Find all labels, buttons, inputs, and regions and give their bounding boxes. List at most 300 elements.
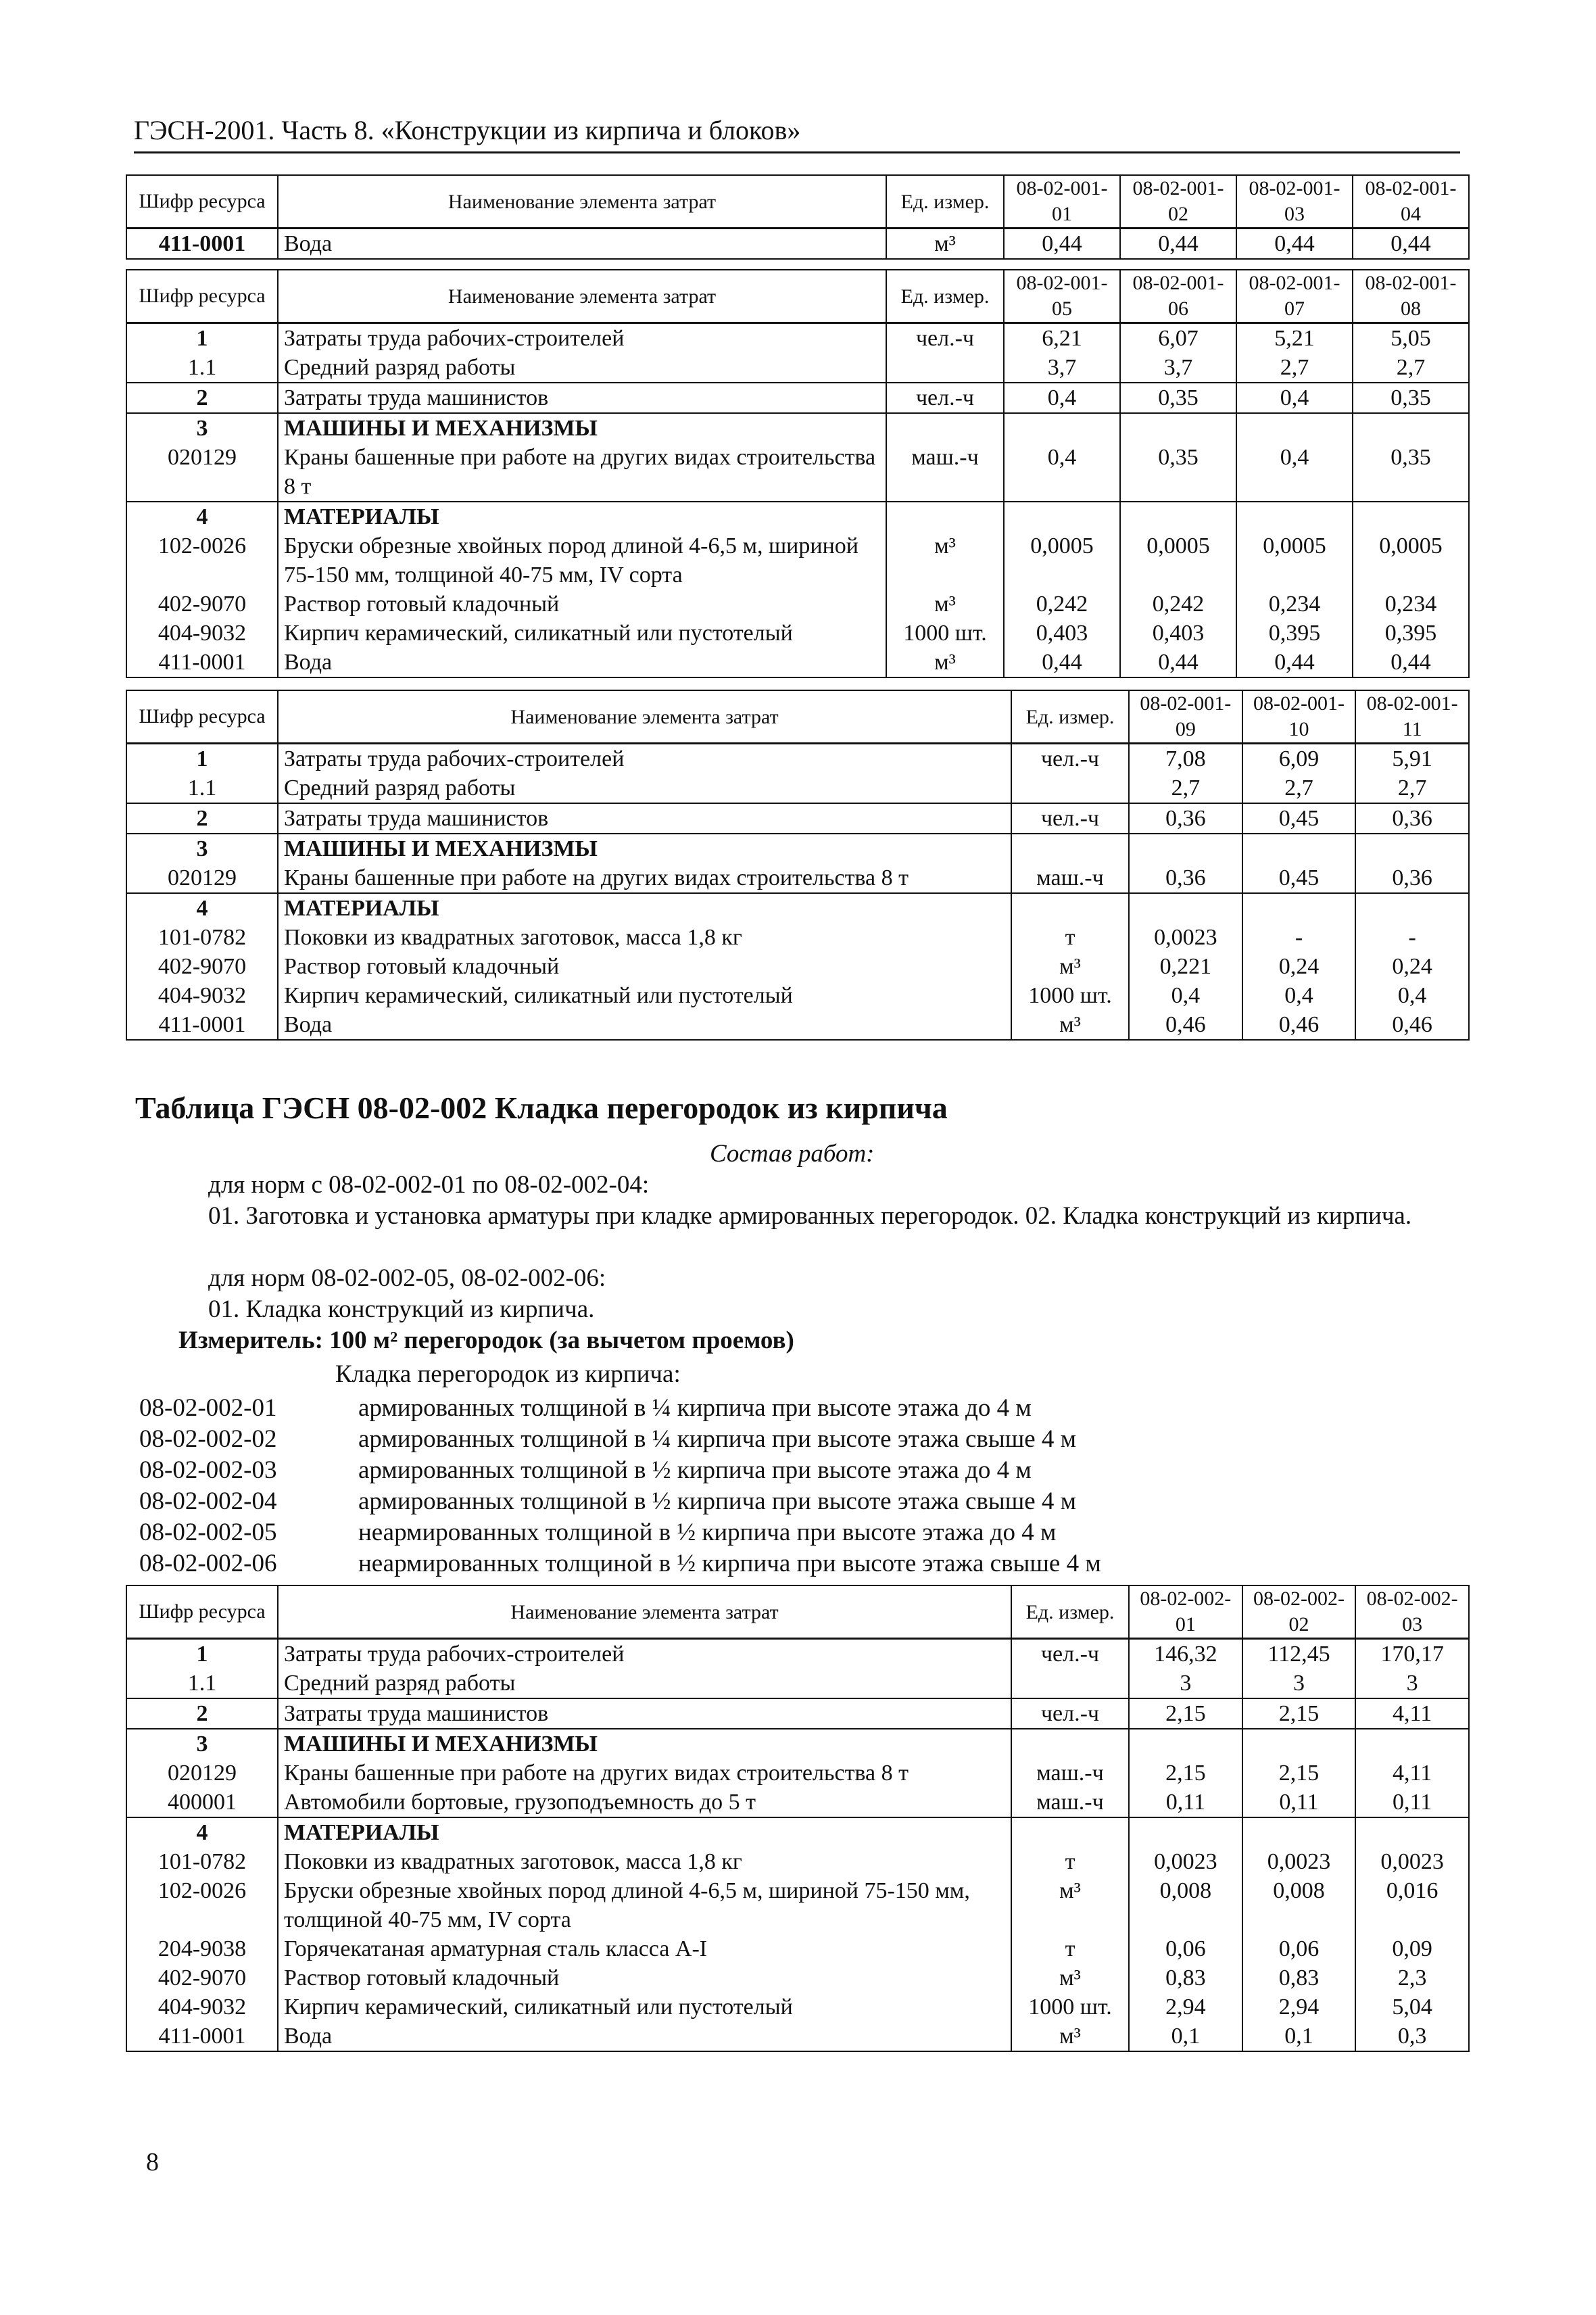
norm-value: 0,44 <box>1236 229 1353 260</box>
norm-value: 0,4 <box>1129 981 1242 1010</box>
table-row <box>126 1698 1469 1729</box>
norm-list-item <box>139 1424 1101 1455</box>
cost-element-name: Краны башенные при работе на других видах строительства 8 т <box>278 863 1011 893</box>
table-row <box>126 383 1469 413</box>
norm-value: 170,17 <box>1355 1639 1469 1669</box>
resource-code: 402-9070 <box>126 1963 278 1992</box>
header-code: Шифр ресурса <box>126 1585 278 1639</box>
norm-list-item <box>139 1455 1101 1486</box>
table-row <box>126 413 1469 443</box>
table-row <box>126 1934 1469 1963</box>
cost-element-name: Средний разряд работы <box>278 353 886 383</box>
norm-value: 0,44 <box>1120 648 1236 677</box>
table-row <box>126 1788 1469 1817</box>
header-unit: Ед. измер. <box>1011 1585 1129 1639</box>
resource-code: 020129 <box>126 443 278 502</box>
unit: м³ <box>1011 952 1129 981</box>
norm-value: 0,36 <box>1129 863 1242 893</box>
unit <box>886 353 1004 383</box>
cost-element-name: Автомобили бортовые, грузоподъемность до 5 т <box>278 1788 1011 1817</box>
unit: маш.-ч <box>1011 1788 1129 1817</box>
header-unit: Ед. измер. <box>886 175 1004 229</box>
norm-value: 0,4 <box>1236 443 1353 502</box>
norm-value: 0,008 <box>1242 1876 1356 1934</box>
cost-element-name: Затраты труда рабочих-строителей <box>278 323 886 354</box>
header-code: Шифр ресурса <box>126 270 278 323</box>
unit: м³ <box>1011 2022 1129 2051</box>
resource-table-3 <box>126 690 1470 1041</box>
table-row <box>126 773 1469 803</box>
norm-value: 0,0005 <box>1120 531 1236 590</box>
table-row <box>126 1847 1469 1876</box>
norm-value: 0,36 <box>1355 863 1469 893</box>
norm-value: 0,35 <box>1353 443 1469 502</box>
cost-element-name: Бруски обрезные хвойных пород длиной 4-6,5 м, шириной 75-150 мм, толщиной 40-75 мм, IV сорта <box>278 531 886 590</box>
norm-value: 0,1 <box>1242 2022 1356 2051</box>
table-row <box>126 863 1469 893</box>
norm-value: 0,83 <box>1242 1963 1356 1992</box>
table-row <box>126 648 1469 677</box>
norm-value: 0,0005 <box>1236 531 1353 590</box>
header-name: Наименование элемента затрат <box>278 1585 1011 1639</box>
norm-value: 0,0023 <box>1129 923 1242 952</box>
cost-element-name: Кирпич керамический, силикатный или пустотелый <box>278 981 1011 1010</box>
unit: маш.-ч <box>1011 1759 1129 1788</box>
norm-value: 0,44 <box>1120 229 1236 260</box>
norm-value: 2,15 <box>1242 1759 1356 1788</box>
resource-code: 020129 <box>126 863 278 893</box>
norm-code: 08-02-002-04 <box>139 1487 277 1515</box>
norm-value: 0,24 <box>1355 952 1469 981</box>
cost-element-name: Раствор готовый кладочный <box>278 1963 1011 1992</box>
norm-value: 0,06 <box>1129 1934 1242 1963</box>
norm-value <box>1236 502 1353 531</box>
norm-code: 08-02-002-05 <box>139 1519 277 1546</box>
norm-value <box>1129 834 1242 863</box>
header-name: Наименование элемента затрат <box>278 175 886 229</box>
norm-value: 0,44 <box>1353 229 1469 260</box>
norm-value: 0,403 <box>1004 619 1120 648</box>
resource-code: 102-0026 <box>126 531 278 590</box>
unit: чел.-ч <box>1011 1698 1129 1729</box>
norm-value: 0,4 <box>1242 981 1356 1010</box>
header-norm: 08-02-001-08 <box>1353 270 1469 323</box>
norm-value: 0,46 <box>1242 1010 1356 1040</box>
cost-element-name: Кирпич керамический, силикатный или пустотелый <box>278 1992 1011 2022</box>
norm-value: 3,7 <box>1120 353 1236 383</box>
resource-code: 1 <box>126 1639 278 1669</box>
norm-value: 0,44 <box>1004 648 1120 677</box>
resource-code: 1 <box>126 744 278 774</box>
cost-element-name: Затраты труда рабочих-строителей <box>278 744 1011 774</box>
header-norm: 08-02-001-10 <box>1242 690 1356 744</box>
norm-value: 6,21 <box>1004 323 1120 354</box>
header-unit: Ед. измер. <box>886 270 1004 323</box>
norm-value <box>1129 1729 1242 1759</box>
resource-code: 404-9032 <box>126 619 278 648</box>
norm-code: 08-02-002-06 <box>139 1550 277 1577</box>
resource-code: 3 <box>126 834 278 863</box>
cost-element-name: Затраты труда машинистов <box>278 1698 1011 1729</box>
norm-value: 0,0023 <box>1129 1847 1242 1876</box>
norm-value: 0,06 <box>1242 1934 1356 1963</box>
header-norm: 08-02-001-01 <box>1004 175 1120 229</box>
resource-code: 411-0001 <box>126 229 278 260</box>
table-row <box>126 1729 1469 1759</box>
unit: м³ <box>886 229 1004 260</box>
table-row <box>126 834 1469 863</box>
table-row <box>126 502 1469 531</box>
norm-value <box>1236 413 1353 443</box>
table-row <box>126 893 1469 923</box>
composition-p2: 01. Заготовка и установка арматуры при кладке армированных перегородок. 02. Кладка конструкций из кирпича. <box>208 1202 1412 1230</box>
unit: м³ <box>1011 1010 1129 1040</box>
resource-code: 3 <box>126 413 278 443</box>
header-norm: 08-02-002-03 <box>1355 1585 1469 1639</box>
norm-description: неармированных толщиной в ½ кирпича при высоте этажа до 4 м <box>358 1519 1057 1546</box>
resource-table-2 <box>126 269 1470 678</box>
norm-description: неармированных толщиной в ½ кирпича при высоте этажа свыше 4 м <box>358 1550 1101 1577</box>
norm-description: армированных толщиной в ¼ кирпича при высоте этажа до 4 м <box>358 1394 1032 1422</box>
table-row <box>126 981 1469 1010</box>
norm-value <box>1242 893 1356 923</box>
unit: м³ <box>1011 1876 1129 1934</box>
unit: м³ <box>886 531 1004 590</box>
table-row <box>126 952 1469 981</box>
norm-value <box>1004 413 1120 443</box>
norm-value: 0,36 <box>1355 803 1469 834</box>
norm-value: 0,09 <box>1355 1934 1469 1963</box>
norm-value: 0,4 <box>1004 383 1120 413</box>
table-row <box>126 353 1469 383</box>
measure-line: Измеритель: 100 м² перегородок (за вычетом проемов) <box>178 1327 794 1354</box>
norm-value <box>1242 834 1356 863</box>
norm-value: 0,242 <box>1120 590 1236 619</box>
norm-value <box>1129 893 1242 923</box>
norm-value <box>1355 893 1469 923</box>
norm-value <box>1120 502 1236 531</box>
header-code: Шифр ресурса <box>126 690 278 744</box>
norm-value: 0,44 <box>1236 648 1353 677</box>
page-header: ГЭСН-2001. Часть 8. «Конструкции из кирпича и блоков» <box>134 114 1460 153</box>
norm-value: 2,15 <box>1242 1698 1356 1729</box>
cost-element-name: МАШИНЫ И МЕХАНИЗМЫ <box>278 834 1011 863</box>
norm-value: 3 <box>1355 1669 1469 1698</box>
norm-value: 0,24 <box>1242 952 1356 981</box>
page-number: 8 <box>146 2148 159 2176</box>
norm-value: 2,7 <box>1129 773 1242 803</box>
cost-element-name: МАШИНЫ И МЕХАНИЗМЫ <box>278 1729 1011 1759</box>
section-title: Таблица ГЭСН 08-02-002 Кладка перегородок из кирпича <box>135 1091 948 1125</box>
unit: чел.-ч <box>1011 1639 1129 1669</box>
cost-element-name: Вода <box>278 1010 1011 1040</box>
table-header-row <box>126 1585 1469 1639</box>
table-row <box>126 590 1469 619</box>
unit <box>886 413 1004 443</box>
table-row <box>126 1876 1469 1934</box>
cost-element-name: Средний разряд работы <box>278 1669 1011 1698</box>
norm-value: 3,7 <box>1004 353 1120 383</box>
norm-value <box>1120 413 1236 443</box>
cost-element-name: Раствор готовый кладочный <box>278 590 886 619</box>
norm-value: 0,4 <box>1236 383 1353 413</box>
header-norm: 08-02-001-05 <box>1004 270 1120 323</box>
norm-value: 2,7 <box>1355 773 1469 803</box>
unit <box>1011 1817 1129 1847</box>
norm-value: 5,91 <box>1355 744 1469 774</box>
resource-code: 402-9070 <box>126 952 278 981</box>
norm-value: 0,35 <box>1120 383 1236 413</box>
unit <box>1011 1669 1129 1698</box>
unit: 1000 шт. <box>1011 1992 1129 2022</box>
unit: чел.-ч <box>1011 803 1129 834</box>
norm-value <box>1242 1729 1356 1759</box>
resource-code: 2 <box>126 383 278 413</box>
unit: маш.-ч <box>1011 863 1129 893</box>
norm-value <box>1004 502 1120 531</box>
norm-list-item <box>139 1486 1101 1517</box>
norm-value: 0,221 <box>1129 952 1242 981</box>
resource-code: 204-9038 <box>126 1934 278 1963</box>
norm-code: 08-02-002-01 <box>139 1394 277 1422</box>
unit: м³ <box>1011 1963 1129 1992</box>
header-norm: 08-02-002-01 <box>1129 1585 1242 1639</box>
norm-value: 2,15 <box>1129 1759 1242 1788</box>
norm-value: 0,36 <box>1129 803 1242 834</box>
norm-value: 2,7 <box>1353 353 1469 383</box>
norm-list-item <box>139 1393 1101 1424</box>
unit: чел.-ч <box>886 383 1004 413</box>
norm-value: 4,11 <box>1355 1698 1469 1729</box>
composition-label: Состав работ: <box>710 1140 875 1168</box>
norm-value: 5,04 <box>1355 1992 1469 2022</box>
cost-element-name: Раствор готовый кладочный <box>278 952 1011 981</box>
unit <box>1011 773 1129 803</box>
table-row <box>126 443 1469 502</box>
resource-code: 1.1 <box>126 1669 278 1698</box>
norm-value: 2,7 <box>1242 773 1356 803</box>
norm-value: 0,403 <box>1120 619 1236 648</box>
norm-value: 4,11 <box>1355 1759 1469 1788</box>
resource-code: 4 <box>126 1817 278 1847</box>
norm-value <box>1355 1729 1469 1759</box>
norm-value: 0,0005 <box>1353 531 1469 590</box>
unit: т <box>1011 1934 1129 1963</box>
unit <box>1011 834 1129 863</box>
header-norm: 08-02-001-07 <box>1236 270 1353 323</box>
norm-value: 6,09 <box>1242 744 1356 774</box>
resource-code: 020129 <box>126 1759 278 1788</box>
norm-value: 2,15 <box>1129 1698 1242 1729</box>
norm-value: 7,08 <box>1129 744 1242 774</box>
resource-code: 4 <box>126 893 278 923</box>
cost-element-name: МАТЕРИАЛЫ <box>278 1817 1011 1847</box>
cost-element-name: МАТЕРИАЛЫ <box>278 893 1011 923</box>
resource-code: 1.1 <box>126 773 278 803</box>
unit <box>1011 1729 1129 1759</box>
norm-value: 0,45 <box>1242 863 1356 893</box>
norm-value: 0,395 <box>1353 619 1469 648</box>
norm-value: 3 <box>1129 1669 1242 1698</box>
resource-code: 101-0782 <box>126 1847 278 1876</box>
cost-element-name: Вода <box>278 648 886 677</box>
norm-value: 0,11 <box>1355 1788 1469 1817</box>
norm-value: 0,242 <box>1004 590 1120 619</box>
resource-code: 411-0001 <box>126 1010 278 1040</box>
table-row <box>126 619 1469 648</box>
norm-value: 0,4 <box>1355 981 1469 1010</box>
unit: 1000 шт. <box>1011 981 1129 1010</box>
resource-code: 1.1 <box>126 353 278 383</box>
unit: т <box>1011 923 1129 952</box>
norm-value: 0,234 <box>1353 590 1469 619</box>
norm-value: 0,234 <box>1236 590 1353 619</box>
norm-value: 0,45 <box>1242 803 1356 834</box>
cost-element-name: Затраты труда рабочих-строителей <box>278 1639 1011 1669</box>
resource-table-1 <box>126 174 1470 260</box>
norm-list-item <box>139 1548 1101 1579</box>
unit <box>886 502 1004 531</box>
composition-p1: для норм с 08-02-002-01 по 08-02-002-04: <box>208 1171 650 1199</box>
resource-code: 2 <box>126 803 278 834</box>
table-row <box>126 1992 1469 2022</box>
resource-code: 411-0001 <box>126 648 278 677</box>
resource-code: 404-9032 <box>126 981 278 1010</box>
norm-value: 0,016 <box>1355 1876 1469 1934</box>
norm-value: 0,35 <box>1353 383 1469 413</box>
table-row <box>126 2022 1469 2051</box>
norm-value <box>1355 1817 1469 1847</box>
norm-value: 0,44 <box>1004 229 1120 260</box>
unit: т <box>1011 1847 1129 1876</box>
cost-element-name: Горячекатаная арматурная сталь класса А-I <box>278 1934 1011 1963</box>
norm-value: 0,008 <box>1129 1876 1242 1934</box>
cost-element-name: Поковки из квадратных заготовок, масса 1,8 кг <box>278 923 1011 952</box>
resource-code: 1 <box>126 323 278 354</box>
norm-value: 0,11 <box>1242 1788 1356 1817</box>
norm-value <box>1353 413 1469 443</box>
header-norm: 08-02-001-09 <box>1129 690 1242 744</box>
norm-value: 0,46 <box>1129 1010 1242 1040</box>
cost-element-name: Кирпич керамический, силикатный или пустотелый <box>278 619 886 648</box>
resource-code: 400001 <box>126 1788 278 1817</box>
norm-value: 0,0023 <box>1355 1847 1469 1876</box>
norm-value: 0,44 <box>1353 648 1469 677</box>
norm-value: - <box>1242 923 1356 952</box>
cost-element-name: Затраты труда машинистов <box>278 803 1011 834</box>
unit: м³ <box>886 590 1004 619</box>
cost-element-name: Средний разряд работы <box>278 773 1011 803</box>
norm-description: армированных толщиной в ¼ кирпича при высоте этажа свыше 4 м <box>358 1425 1077 1453</box>
cost-element-name: Вода <box>278 2022 1011 2051</box>
header-norm: 08-02-001-02 <box>1120 175 1236 229</box>
header-norm: 08-02-001-11 <box>1355 690 1469 744</box>
cost-element-name: МАТЕРИАЛЫ <box>278 502 886 531</box>
norm-value: 0,4 <box>1004 443 1120 502</box>
header-code: Шифр ресурса <box>126 175 278 229</box>
norm-code: 08-02-002-02 <box>139 1425 277 1453</box>
resource-code: 101-0782 <box>126 923 278 952</box>
unit: м³ <box>886 648 1004 677</box>
resource-code: 102-0026 <box>126 1876 278 1934</box>
norm-value: 0,35 <box>1120 443 1236 502</box>
norm-value: 6,07 <box>1120 323 1236 354</box>
resource-table-4 <box>126 1585 1470 2052</box>
resource-code: 402-9070 <box>126 590 278 619</box>
resource-code: 3 <box>126 1729 278 1759</box>
table-row <box>126 803 1469 834</box>
cost-element-name: Затраты труда машинистов <box>278 383 886 413</box>
header-norm: 08-02-001-03 <box>1236 175 1353 229</box>
norm-value <box>1355 834 1469 863</box>
header-norm: 08-02-001-06 <box>1120 270 1236 323</box>
cost-element-name: Поковки из квадратных заготовок, масса 1,8 кг <box>278 1847 1011 1876</box>
cost-element-name: Краны башенные при работе на других видах строительства 8 т <box>278 443 886 502</box>
norm-value: - <box>1355 923 1469 952</box>
norm-value: 0,1 <box>1129 2022 1242 2051</box>
header-name: Наименование элемента затрат <box>278 270 886 323</box>
header-name: Наименование элемента затрат <box>278 690 1011 744</box>
table-row <box>126 323 1469 354</box>
cost-element-name: МАШИНЫ И МЕХАНИЗМЫ <box>278 413 886 443</box>
table-row <box>126 531 1469 590</box>
table-row <box>126 923 1469 952</box>
norm-code: 08-02-002-03 <box>139 1456 277 1484</box>
cost-element-name: Вода <box>278 229 886 260</box>
table-row <box>126 1669 1469 1698</box>
unit: 1000 шт. <box>886 619 1004 648</box>
cost-element-name: Бруски обрезные хвойных пород длиной 4-6,5 м, шириной 75-150 мм, толщиной 40-75 мм, IV сорта <box>278 1876 1011 1934</box>
norm-value: 2,94 <box>1242 1992 1356 2022</box>
norm-value: 5,21 <box>1236 323 1353 354</box>
norm-value: 2,3 <box>1355 1963 1469 1992</box>
norm-value: 2,94 <box>1129 1992 1242 2022</box>
norm-value: 2,7 <box>1236 353 1353 383</box>
norm-value: 0,3 <box>1355 2022 1469 2051</box>
table-row <box>126 744 1469 774</box>
table-row <box>126 229 1469 260</box>
table-header-row <box>126 690 1469 744</box>
table-row <box>126 1639 1469 1669</box>
norm-description: армированных толщиной в ½ кирпича при высоте этажа до 4 м <box>358 1456 1032 1484</box>
resource-code: 411-0001 <box>126 2022 278 2051</box>
resource-code: 4 <box>126 502 278 531</box>
norm-value <box>1353 502 1469 531</box>
table-header-row <box>126 270 1469 323</box>
unit: маш.-ч <box>886 443 1004 502</box>
unit: чел.-ч <box>886 323 1004 354</box>
norm-description: армированных толщиной в ½ кирпича при высоте этажа свыше 4 м <box>358 1487 1077 1515</box>
norm-value: 0,0005 <box>1004 531 1120 590</box>
norm-value: 0,83 <box>1129 1963 1242 1992</box>
cost-element-name: Краны башенные при работе на других видах строительства 8 т <box>278 1759 1011 1788</box>
table-row <box>126 1817 1469 1847</box>
norm-value: 146,32 <box>1129 1639 1242 1669</box>
table-row <box>126 1010 1469 1040</box>
table-row <box>126 1759 1469 1788</box>
header-norm: 08-02-002-02 <box>1242 1585 1356 1639</box>
norm-value: 0,395 <box>1236 619 1353 648</box>
unit <box>1011 893 1129 923</box>
norm-value: 0,11 <box>1129 1788 1242 1817</box>
header-unit: Ед. измер. <box>1011 690 1129 744</box>
list-intro: Кладка перегородок из кирпича: <box>335 1360 681 1388</box>
norm-value: 112,45 <box>1242 1639 1356 1669</box>
norm-list <box>139 1393 1101 1579</box>
resource-code: 404-9032 <box>126 1992 278 2022</box>
resource-code: 2 <box>126 1698 278 1729</box>
norm-value: 3 <box>1242 1669 1356 1698</box>
